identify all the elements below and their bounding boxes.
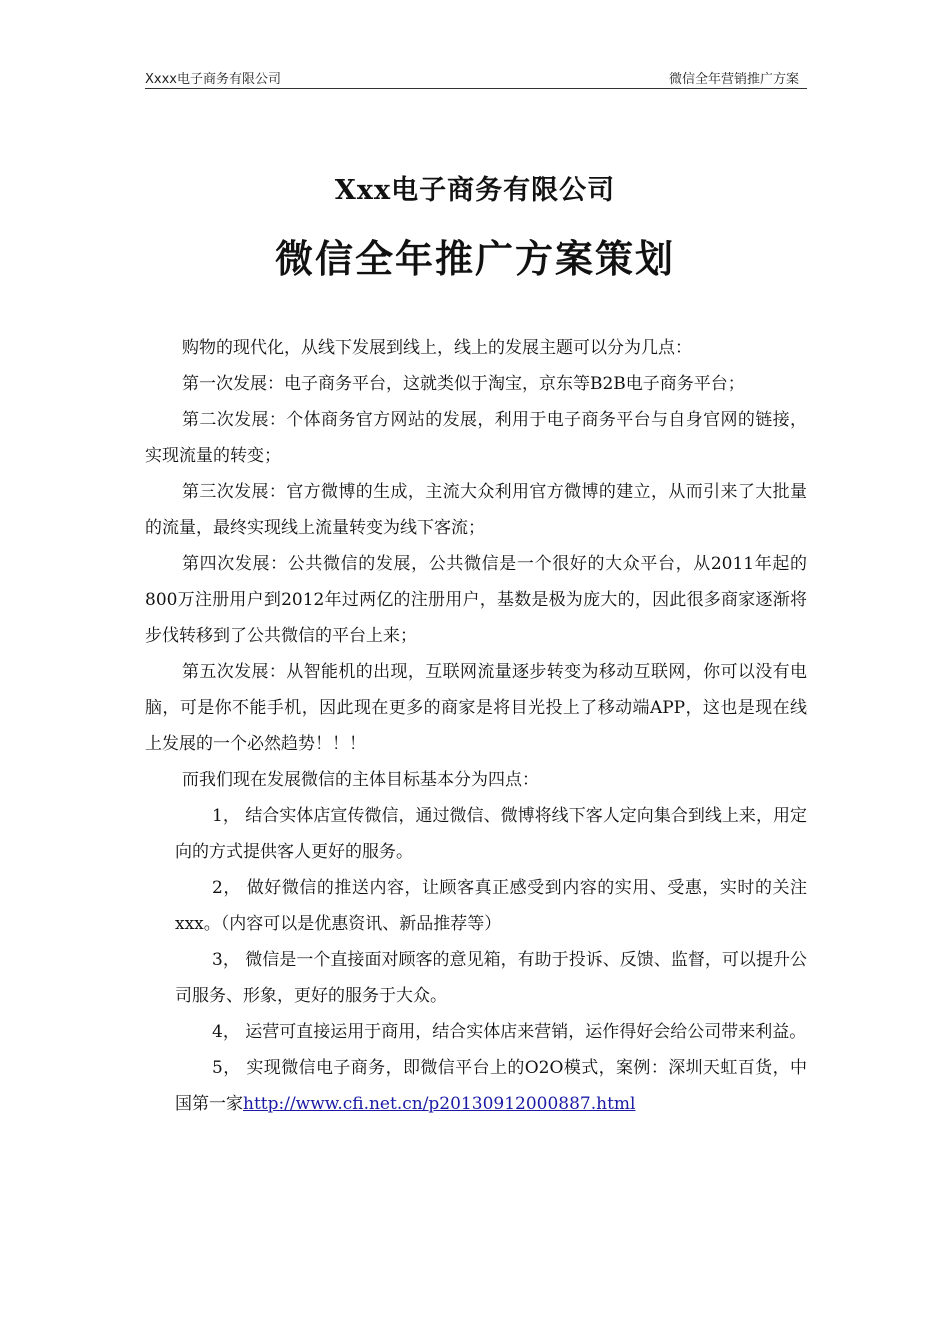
header-doc-title: 微信全年营销推广方案 [668, 72, 799, 87]
page-header [145, 66, 807, 89]
paragraph-stage-3: 第三次发展：官方微博的生成，主流大众利用官方微博的建立，从而引来了大批量的流量，最终实现线上流量转变为线下客流； [145, 482, 807, 538]
list-item-text: 5， 实现微信电子商务，即微信平台上的O2O模式，案例：深圳天虹百货，中国第一家 [175, 1058, 807, 1114]
list-item: 3， 微信是一个直接面对顾客的意见箱，有助于投诉、反馈、监督，可以提升公司服务、形象，更好的服务于大众。 [175, 950, 807, 1006]
goals-list [145, 798, 807, 1122]
paragraph-stage-5: 第五次发展：从智能机的出现，互联网流量逐步转变为移动互联网，你可以没有电脑，可是你不能手机，因此现在更多的商家是将目光投上了移动端APP，这也是现在线上发展的一个必然趋势！！！ [145, 662, 807, 754]
list-item: 1， 结合实体店宣传微信，通过微信、微博将线下客人定向集合到线上来，用定向的方式提供客人更好的服务。 [175, 806, 807, 862]
paragraph-stage-4: 第四次发展：公共微信的发展，公共微信是一个很好的大众平台，从2011年起的800万注册用户到2012年过两亿的注册用户，基数是极为庞大的，因此很多商家逐渐将步伐转移到了公共微信的平台上来； [145, 554, 807, 646]
paragraph-stage-1: 第一次发展：电子商务平台，这就类似于淘宝，京东等B2B电子商务平台； [182, 374, 745, 394]
header-company: Xxxx电子商务有限公司 [145, 72, 281, 87]
paragraph-stage-2: 第二次发展：个体商务官方网站的发展，利用于电子商务平台与自身官网的链接，实现流量的转变； [145, 410, 807, 466]
paragraph-intro: 购物的现代化，从线下发展到线上，线上的发展主题可以分为几点： [182, 338, 692, 358]
case-link[interactable]: http://www.cfi.net.cn/p20130912000887.html [243, 1094, 636, 1114]
company-name: Xxx电子商务有限公司 [334, 175, 616, 206]
list-item: 2， 做好微信的推送内容，让顾客真正感受到内容的实用、受惠，实时的关注xxx。（内容可以是优惠资讯、新品推荐等） [175, 878, 807, 934]
list-item: 4， 运营可直接运用于商用，结合实体店来营销，运作得好会给公司带来利益。 [212, 1022, 807, 1042]
page-title: 微信全年推广方案策划 [274, 236, 675, 281]
document-body [145, 330, 807, 1122]
paragraph-goals-intro: 而我们现在发展微信的主体目标基本分为四点： [182, 770, 539, 790]
list-item [175, 1050, 807, 1122]
